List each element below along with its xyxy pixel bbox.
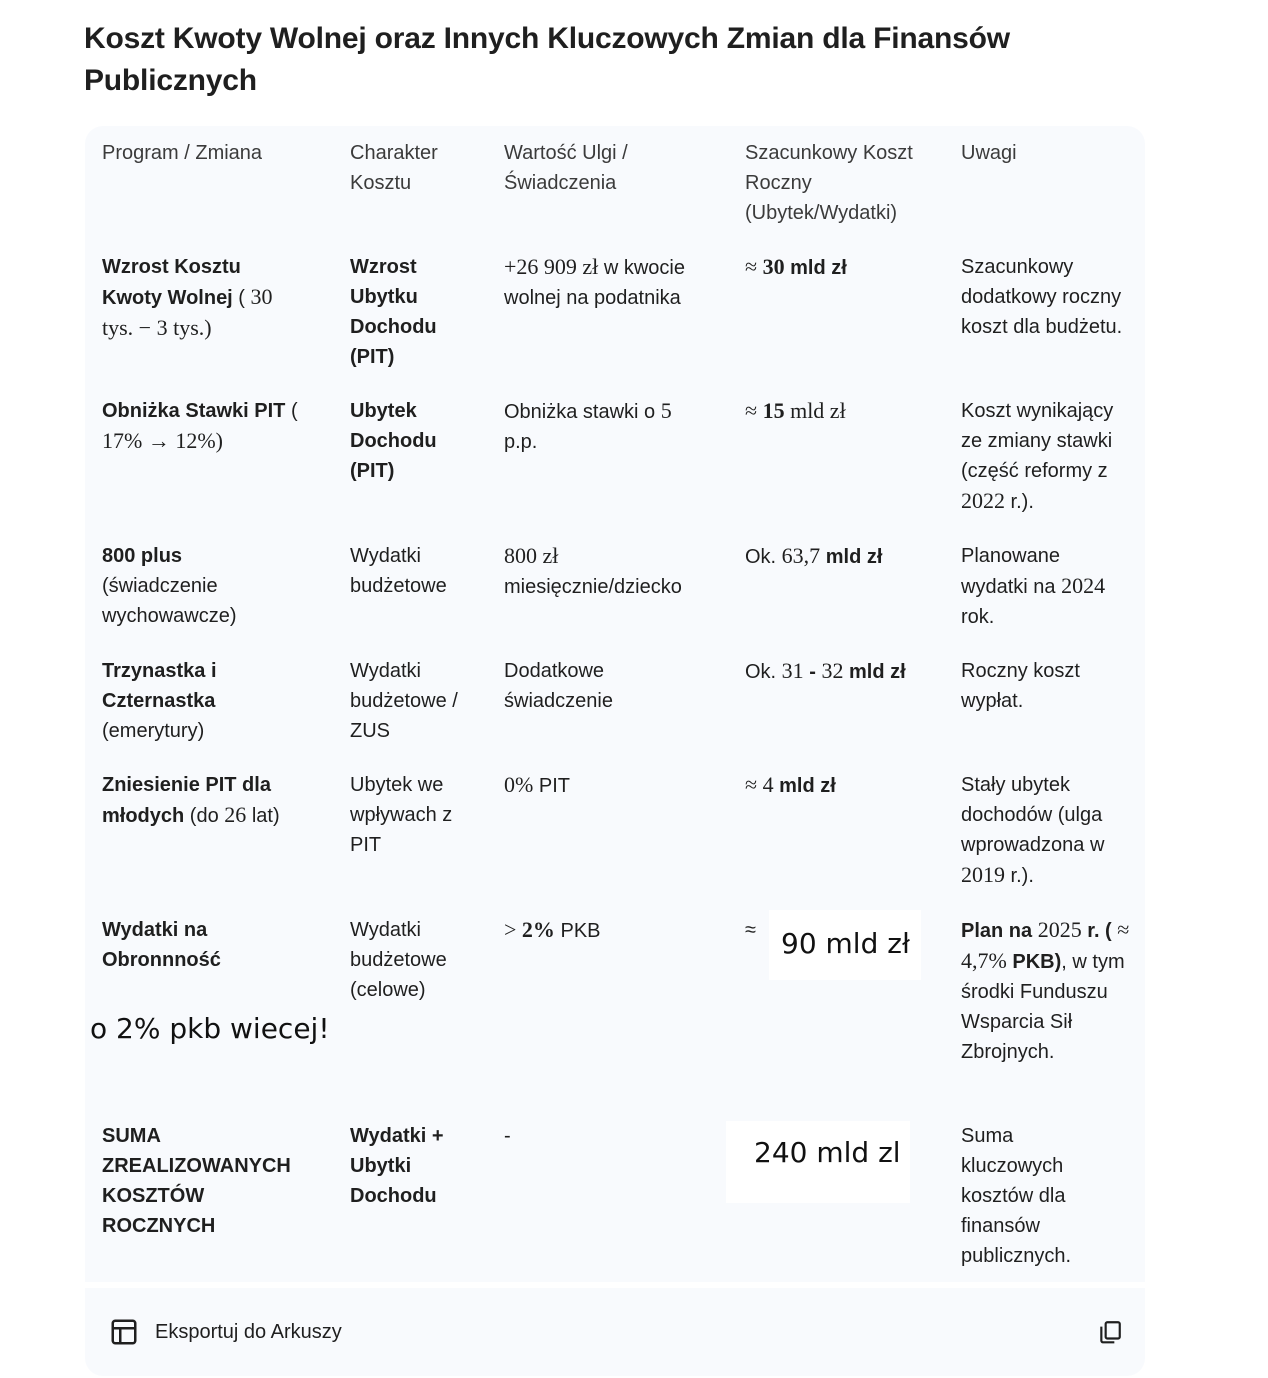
wartosc-text: p.p. bbox=[504, 431, 538, 453]
wartosc-text: Obniżka stawki o bbox=[504, 401, 661, 423]
row-koszt bbox=[745, 541, 945, 572]
uwagi-text: Stały ubytek dochodów (ulga wprowadzona w bbox=[961, 774, 1105, 856]
koszt-unit: mld zł bbox=[820, 546, 883, 568]
approx-sign: ≈ bbox=[745, 398, 763, 423]
wartosc-text: PIT bbox=[533, 775, 570, 797]
koszt-value: 63,7 bbox=[781, 543, 821, 568]
row-wartosc: - bbox=[504, 1125, 511, 1147]
header-program: Program / Zmiana bbox=[102, 142, 263, 164]
wartosc-math: +26 909 zł bbox=[504, 254, 599, 279]
copy-button[interactable] bbox=[1097, 1319, 1123, 1350]
program-paren: (emerytury) bbox=[102, 720, 205, 742]
row-charakter: Wzrost Ubytku Dochodu (PIT) bbox=[350, 256, 437, 368]
koszt-value: 31 bbox=[781, 658, 804, 683]
header-charakter: Charakter Kosztu bbox=[350, 142, 438, 194]
export-to-sheets-button[interactable] bbox=[109, 1314, 342, 1350]
uwagi-bold: Plan na bbox=[961, 920, 1038, 942]
row-koszt bbox=[745, 656, 955, 687]
koszt-prefix: Ok. bbox=[745, 546, 782, 568]
table-row-program: SUMA ZREALIZOWANYCH KOSZTÓW ROCZNYCH bbox=[102, 1125, 291, 1237]
koszt-unit: mld zł bbox=[773, 775, 836, 797]
wartosc-math: 0% bbox=[504, 772, 534, 797]
koszt-overlay-text: 240 mld zl bbox=[754, 1136, 901, 1169]
row-charakter: Wydatki budżetowe (celowe) bbox=[350, 919, 447, 1001]
program-name: Wzrost Kosztu Kwoty Wolnej bbox=[102, 256, 241, 309]
header-koszt: Szacunkowy Koszt Roczny (Ubytek/Wydatki) bbox=[745, 142, 913, 224]
program-name: 800 plus bbox=[102, 545, 183, 567]
table-card bbox=[85, 126, 1145, 1282]
row-koszt bbox=[745, 770, 945, 801]
row-charakter: Ubytek Dochodu (PIT) bbox=[350, 400, 437, 482]
uwagi-math: 2022 bbox=[961, 488, 1005, 513]
koszt-value: 15 bbox=[762, 398, 785, 423]
table-row-program bbox=[102, 252, 302, 344]
wartosc-math: 2% bbox=[521, 917, 555, 942]
row-wartosc bbox=[504, 770, 724, 801]
table-row-program bbox=[102, 770, 317, 831]
row-uwagi bbox=[961, 915, 1136, 1067]
program-math: 17% → 12%) bbox=[102, 428, 223, 453]
wartosc-math: 5 bbox=[660, 398, 672, 423]
row-koszt bbox=[745, 396, 945, 427]
row-uwagi bbox=[961, 396, 1133, 517]
table-footer bbox=[85, 1288, 1145, 1376]
uwagi-text: r.). bbox=[1005, 865, 1034, 887]
koszt-prefix: Ok. bbox=[745, 661, 782, 683]
uwagi-text: rok. bbox=[961, 606, 995, 628]
wartosc-text: miesięcznie/dziecko bbox=[504, 576, 682, 598]
koszt-unit: mld zł bbox=[843, 661, 906, 683]
uwagi-math: 2024 bbox=[1061, 573, 1106, 598]
row-wartosc bbox=[504, 915, 724, 946]
table-row-program: Wydatki na Obronnność bbox=[102, 919, 221, 971]
row-koszt bbox=[745, 252, 945, 283]
page-title: Koszt Kwoty Wolnej oraz Innych Kluczowych Zmian dla Finansów Publicznych bbox=[84, 22, 1010, 97]
koszt-unit: mld zł bbox=[784, 398, 846, 423]
row-uwagi: Suma kluczowych kosztów dla finansów publicznych. bbox=[961, 1125, 1072, 1267]
uwagi-text: Planowane wydatki na bbox=[961, 545, 1062, 598]
koszt-overlay-text: 90 mld zł bbox=[781, 927, 910, 960]
koszt-overlay-box bbox=[726, 1121, 910, 1203]
koszt-value: 30 bbox=[762, 254, 785, 279]
row-charakter: Wydatki + Ubytki Dochodu bbox=[350, 1125, 444, 1207]
row-wartosc bbox=[504, 252, 704, 313]
row-charakter: Wydatki budżetowe / ZUS bbox=[350, 660, 458, 742]
program-name: Zniesienie PIT dla młodych bbox=[102, 774, 271, 827]
row-uwagi: Szacunkowy dodatkowy roczny koszt dla budżetu. bbox=[961, 256, 1123, 338]
header-uwagi: Uwagi bbox=[961, 142, 1017, 164]
uwagi-math: 2019 bbox=[961, 862, 1005, 887]
program-paren: ( bbox=[285, 400, 298, 422]
row-uwagi: Roczny koszt wypłat. bbox=[961, 660, 1080, 712]
uwagi-bold: r. ( bbox=[1081, 920, 1112, 942]
export-label: Eksportuj do Arkuszy bbox=[155, 1320, 342, 1343]
table-row-program bbox=[102, 541, 302, 631]
program-paren: ( bbox=[232, 287, 245, 309]
program-post: lat) bbox=[246, 805, 280, 827]
wartosc-text: PKB bbox=[554, 920, 601, 942]
row-charakter: Ubytek we wpływach z PIT bbox=[350, 774, 453, 856]
row-uwagi bbox=[961, 770, 1133, 891]
uwagi-math: 2025 bbox=[1037, 917, 1082, 942]
approx-sign: ≈ bbox=[745, 772, 763, 797]
program-name: Trzynastka i Czternastka bbox=[102, 660, 217, 712]
handwritten-note: o 2% pkb wiecej! bbox=[90, 1012, 330, 1045]
program-math: 30 tys. − 3 tys.) bbox=[102, 284, 273, 340]
approx-sign: ≈ bbox=[745, 254, 763, 279]
wartosc-math: 800 zł bbox=[504, 543, 559, 568]
row-charakter: Wydatki budżetowe bbox=[350, 545, 447, 597]
uwagi-bold: PKB) bbox=[1006, 951, 1062, 973]
koszt-overlay-box bbox=[769, 910, 921, 980]
uwagi-text: r.). bbox=[1005, 491, 1034, 513]
table-row-program bbox=[102, 656, 302, 746]
uwagi-text: Koszt wynikający ze zmiany stawki (część reformy z bbox=[961, 400, 1114, 482]
row-wartosc bbox=[504, 396, 704, 457]
table-icon bbox=[109, 1317, 139, 1347]
program-math: 26 bbox=[224, 802, 247, 827]
program-name: Obniżka Stawki PIT bbox=[102, 400, 286, 422]
uwagi-math: ≈ 4,7% bbox=[961, 917, 1130, 973]
wartosc-math-pre: > bbox=[504, 917, 522, 942]
approx-sign: ≈ bbox=[745, 919, 756, 941]
uwagi-text: , w tym środki Funduszu Wsparcia Sił Zbrojnych. bbox=[961, 951, 1125, 1063]
koszt-unit: mld zł bbox=[784, 257, 847, 279]
program-paren: (do bbox=[184, 805, 225, 827]
koszt-value: 4 bbox=[762, 772, 774, 797]
koszt-dash: - bbox=[803, 661, 822, 683]
row-wartosc: Dodatkowe świadczenie bbox=[504, 660, 613, 712]
koszt-value: 32 bbox=[821, 658, 844, 683]
header-wartosc: Wartość Ulgi / Świadczenia bbox=[504, 142, 628, 194]
row-wartosc bbox=[504, 541, 709, 602]
copy-icon bbox=[1097, 1319, 1123, 1345]
program-paren: (świadczenie wychowawcze) bbox=[102, 575, 237, 627]
row-uwagi bbox=[961, 541, 1131, 632]
table-row-program bbox=[102, 396, 332, 457]
wartosc-text: w kwocie wolnej na podatnika bbox=[504, 257, 685, 309]
